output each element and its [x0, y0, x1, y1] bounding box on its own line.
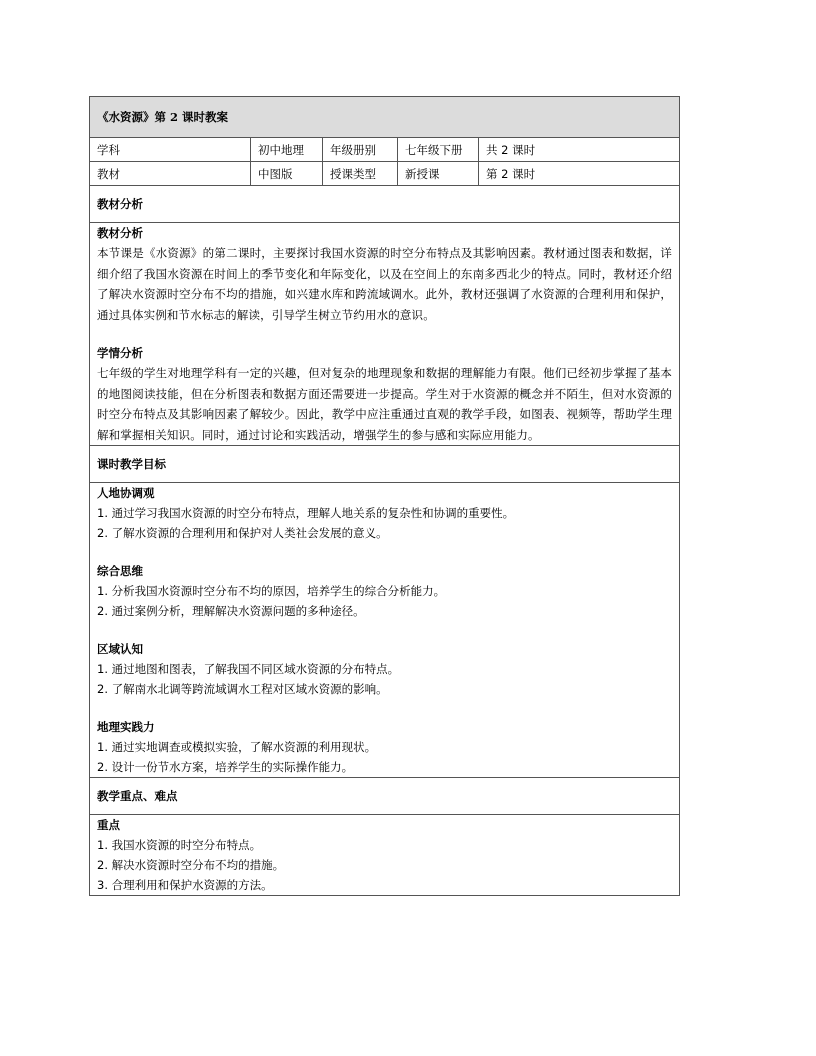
lesson-plan-table [89, 96, 680, 896]
page-title: 《水资源》第 2 课时教案 [90, 97, 680, 138]
material-analysis-paragraph: 本节课是《水资源》的第二课时，主要探讨我国水资源的时空分布特点及其影响因素。教材通过图表和数据，详细介绍了我国水资源在时间上的季节变化和年际变化，以及在空间上的东南多西北少的特点。同时，教材还介绍了解决水资源时空分布不均的措施，如兴建水库和跨流域调水。此外，教材还强调了水资源的合理利用和保护，通过具体实例和节水标志的解读，引导学生树立节约用水的意识。 [97, 246, 672, 322]
meta-row-subject [90, 138, 680, 162]
meta-value-subject: 初中地理 [251, 138, 323, 162]
meta-total-periods: 共 2 课时 [479, 138, 680, 162]
meta-current-period: 第 2 课时 [479, 162, 680, 186]
goal-item: 1. 通过学习我国水资源的时空分布特点，理解人地关系的复杂性和协调的重要性。 [97, 506, 515, 520]
keypoint-item: 2. 解决水资源时空分布不均的措施。 [97, 858, 285, 872]
meta-label-textbook: 教材 [90, 162, 251, 186]
subheading-material-analysis: 教材分析 [97, 226, 143, 240]
goal-group-title: 区域认知 [97, 642, 143, 656]
material-analysis-content [90, 223, 680, 446]
meta-label-grade: 年级册别 [323, 138, 398, 162]
keypoint-item: 1. 我国水资源的时空分布特点。 [97, 838, 262, 852]
goal-item: 2. 通过案例分析，理解解决水资源问题的多种途径。 [97, 604, 365, 618]
meta-label-lesson-type: 授课类型 [323, 162, 398, 186]
lesson-plan-document [89, 96, 679, 896]
meta-value-grade: 七年级下册 [398, 138, 479, 162]
subheading-keypoints: 重点 [97, 818, 120, 832]
goal-item: 1. 通过实地调查或模拟实验，了解水资源的利用现状。 [97, 740, 377, 754]
student-analysis-paragraph: 七年级的学生对地理学科有一定的兴趣，但对复杂的地理现象和数据的理解能力有限。他们已经初步掌握了基本的地图阅读技能，但在分析图表和数据方面还需要进一步提高。学生对于水资源的概念并不陌生，但对水资源的时空分布特点及其影响因素了解较少。因此，教学中应注重通过直观的教学手段，如图表、视频等，帮助学生理解和掌握相关知识。同时，通过讨论和实践活动，增强学生的参与感和实际应用能力。 [97, 366, 672, 442]
meta-value-lesson-type: 新授课 [398, 162, 479, 186]
goal-item: 2. 设计一份节水方案，培养学生的实际操作能力。 [97, 760, 354, 774]
section-heading-goals: 课时教学目标 [90, 446, 680, 483]
keypoint-item: 3. 合理利用和保护水资源的方法。 [97, 878, 273, 892]
goal-item: 1. 通过地图和图表，了解我国不同区域水资源的分布特点。 [97, 662, 400, 676]
goal-item: 2. 了解南水北调等跨流域调水工程对区域水资源的影响。 [97, 682, 388, 696]
meta-label-subject: 学科 [90, 138, 251, 162]
goal-item: 2. 了解水资源的合理利用和保护对人类社会发展的意义。 [97, 526, 388, 540]
goal-group-title: 综合思维 [97, 564, 143, 578]
goal-item: 1. 分析我国水资源时空分布不均的原因，培养学生的综合分析能力。 [97, 584, 446, 598]
meta-row-textbook [90, 162, 680, 186]
section-heading-keypoints: 教学重点、难点 [90, 778, 680, 815]
goal-group-title: 人地协调观 [97, 486, 155, 500]
goal-group-title: 地理实践力 [97, 720, 155, 734]
subheading-student-analysis: 学情分析 [97, 346, 143, 360]
goals-content [90, 483, 680, 778]
section-heading-material-analysis: 教材分析 [90, 186, 680, 223]
meta-value-textbook: 中图版 [251, 162, 323, 186]
keypoints-content [90, 815, 680, 896]
